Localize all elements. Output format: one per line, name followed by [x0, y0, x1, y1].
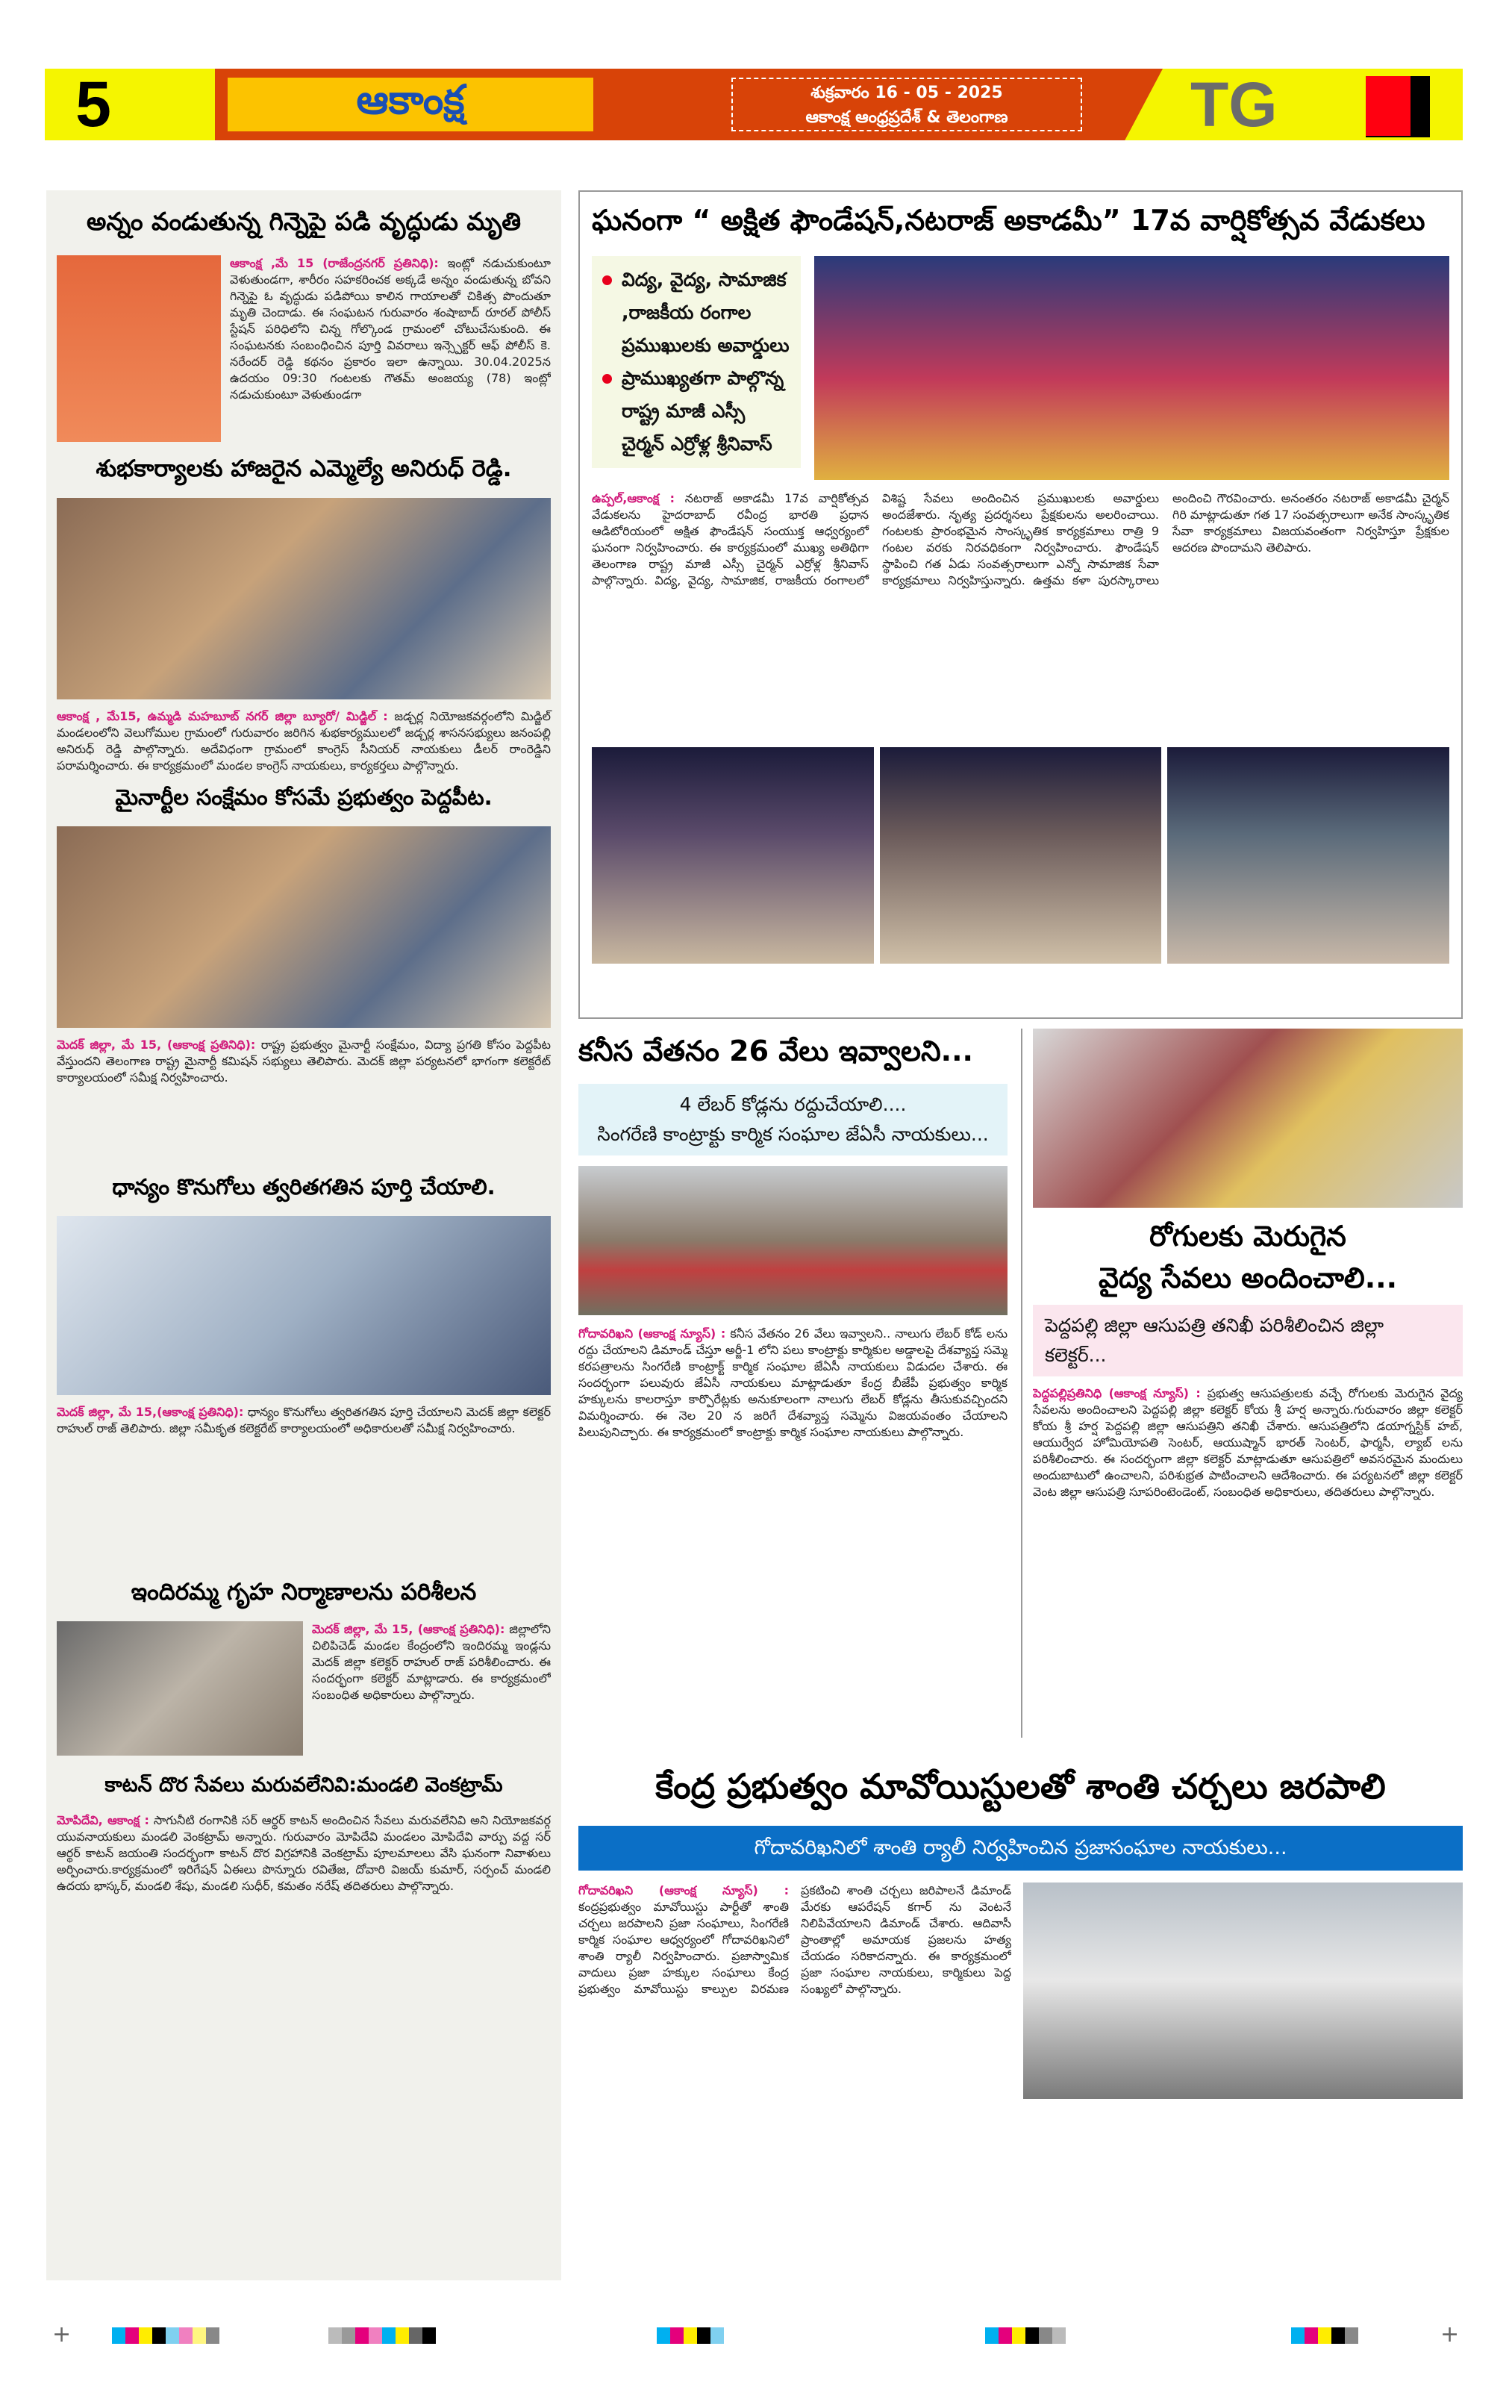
headline: అన్నం వండుతున్న గిన్నెపై పడి వృద్ధుడు మృతి [86, 207, 522, 236]
story-indiramma-houses [57, 1579, 551, 1756]
subheading: సింగరేణి కాంట్రాక్టు కార్మిక సంఘాల జేఏసీ నాయకులు... [597, 1123, 989, 1145]
masthead [45, 69, 1463, 140]
article-body: ఇంట్లో నడుచుకుంటూ వెళుతుండగా, శారీరం సహకరించక అక్కడే అన్నం వండుతున్న బోవని గిన్నెపై ఓ వృద్ధుడు పడిపోయి కాలిన గాయాలతో చికిత్స పొందుతూ మృతి చెందాడు. ఈ సంఘటన గురువారం శంషాబాద్ రూరల్ పోలీస్ స్టేషన్ పరిధిలోని చిన్న గోల్కొండ గ్రామంలో చోటుచేసుకుంది. ఈ సంఘటనకు సంబంధించిన పూర్తి వివరాలు ఇన్స్పెక్టర్ ఆఫ్ పోలీస్ కె. నరేందర్ రెడ్డి కథనం ప్రకారం ఇలా ఉన్నాయి. 30.04.2025న ఉదయం 09:30 గంటలకు గౌతమ్ అంజయ్య (78) ఇంట్లో నడుచుకుంటూ వెళుతుండగా [230, 256, 551, 402]
highlight-item: విద్య, వైద్య, సామాజిక ,రాజకీయ రంగాల ప్రముఖులకు అవార్డులు [602, 263, 790, 362]
photo-house-inspection [57, 1621, 303, 1756]
dateline: ఆకాంక్ష , మే15, ఉమ్మడి మహబూబ్ నగర్ జిల్లా బ్యూరో/ మిడ్జిల్ : [57, 709, 388, 723]
story-peace-talks [578, 1762, 1463, 2284]
date-box [731, 78, 1082, 131]
photo-minority-commission [57, 826, 551, 1028]
dateline: మెదక్ జిల్లా, మే 15,(ఆకాంక్ష ప్రతినిధి): [57, 1405, 244, 1419]
photo-wedding-event [57, 498, 551, 699]
story-grain-procurement [57, 1174, 551, 1568]
headline: కనీస వేతనం 26 వేలు ఇవ్వాలని... [578, 1035, 973, 1067]
photo-award-ceremony [814, 256, 1449, 480]
edition-name: ఆకాంక్ష ఆంధ్రప్రదేశ్ & తెలంగాణ [805, 108, 1008, 127]
article-body: జడ్చర్ల నియోజకవర్గంలోని మిడ్జిల్ మండలంలోని వెలుగోముల గ్రామంలో గురువారం జరిగిన శుభకార్యములలో జడ్చర్ల శాసనసభ్యులు జనంపల్లి అనిరుధ్ రెడ్డి పాల్గొన్నారు. అదేవిధంగా గ్రామంలో కాంగ్రెస్ సీనియర్ నాయకులు డీలర్ రాంరెడ్డిని పరామర్శించారు. ఈ కార్యక్రమంలో మండల కాంగ్రెస్ నాయకులు, కార్యకర్తలు పాల్గొన్నారు. [57, 709, 551, 773]
article-body: ధాన్యం కొనుగోలు త్వరితగతిన పూర్తి చేయాలని మెదక్ జిల్లా కలెక్టర్ రాహుల్ రాజ్ తెలిపారు. జిల్లా సమీకృత కలెక్టరేట్ కార్యాలయంలో అధికారులతో సమీక్ష నిర్వహించారు. [57, 1405, 551, 1435]
headline: శుభకార్యాలకు హాజరైన ఎమ్మెల్యే అనిరుధ్ రెడ్డి. [96, 455, 512, 482]
color-flag [1366, 76, 1430, 137]
story-hospital-inspection [1021, 1029, 1463, 1738]
headline: ఘనంగా “ అక్షిత ఫౌండేషన్,నటరాజ్ అకాడమీ” 17వ వార్షికోత్సవ వేడుకలు [592, 204, 1425, 237]
dateline: ఆకాంక్ష ,మే 15 (రాజేంద్రనగర్ ప్రతినిధి): [230, 256, 439, 270]
registration-mark: + [52, 2321, 72, 2348]
dateline: మెదక్ జిల్లా, మే 15, (ఆకాంక్ష ప్రతినిధి): [57, 1038, 256, 1052]
story-cotton-tribute [57, 1774, 551, 1894]
dateline: పెద్దపల్లిప్రతినిధి (ఆకాంక్ష న్యూస్) : [1033, 1386, 1201, 1400]
dateline: మోపిదేవి, ఆకాంక్ష : [57, 1813, 149, 1827]
article-body: జిల్లాలోని చిలిపిచెడ్ మండల కేంద్రంలోని ఇందిరమ్మ ఇండ్లను మెదక్ జిల్లా కలెక్టర్ రాహుల్ రాజ్ పరిశీలించారు. ఈ సందర్భంగా కలెక్టర్ మాట్లాడారు. ఈ కార్యక్రమంలో సంబంధిత అధికారులు పాల్గొన్నారు. [312, 1622, 551, 1702]
article-body-columns [578, 1883, 1011, 2286]
photo-stage-1 [592, 747, 874, 964]
subheading-banner: గోదావరిఖనిలో శాంతి ర్యాలీ నిర్వహించిన ప్రజాసంఘాల నాయకులు... [578, 1826, 1463, 1871]
photo-review-meeting [57, 1216, 551, 1395]
color-registration-bar [1291, 2327, 1358, 2344]
photo-old-man [57, 255, 221, 442]
story-minimum-wage [578, 1029, 1008, 1738]
headline: ఇందిరమ్మ గృహ నిర్మాణాలను పరిశీలన [131, 1579, 477, 1606]
subheading: 4 లేబర్ కోడ్లను రద్దుచేయాలి.... [679, 1094, 907, 1115]
article-body-columns [592, 490, 1449, 737]
article-body: కంద్రప్రభుత్వం మావోయిస్టు పార్టీతో శాంతి చర్చలు జరపాలని ప్రజా సంఘాలు, సింగరేణి కార్మిక సంఘాల ఆధ్వర్యంలో గోదావరిఖనిలో శాంతి ర్యాలీ నిర్వహించారు. ప్రజాస్వామిక వాదులు ప్రజా హక్కుల సంఘాలు కేంద్ర ప్రభుత్వం మావోయిస్టు కాల్పుల విరమణ ప్రకటించి శాంతి చర్చలు జరిపాలనే డిమాండ్ మేరకు ఆపరేషన్ కగార్ ను వెంటనే నిలిపివేయాలని డిమాండ్ చేశారు. ఆదివాసీ ప్రాంతాల్లో అమాయక ప్రజలను హత్య చేయడం సరికాదన్నారు. ఈ కార్యక్రమంలో ప్రజా సంఘాల నాయకులు, కార్మికులు పెద్ద సంఖ్యలో పాల్గొన్నారు. [578, 1883, 1011, 1996]
article-body: కనీస వేతనం 26 వేలు ఇవ్వాలని.. నాలుగు లేబర్ కోడ్ లను రద్దు చేయాలని డిమాండ్ చేస్తూ అర్జీ-1 లోని పలు కాంట్రాక్టు కార్మికుల అడ్డాలపై దేశవ్యాప్త సమ్మె కరపత్రాలను సింగరేణి కాంట్రాక్ట్ కార్మిక సంఘాల జేఏసీ నాయకులు విడుదల చేశారు. ఈ సందర్భంగా పలువురు జేఏసీ నాయకులు మాట్లాడుతూ కేంద్ర బీజేపీ ప్రభుత్వం కార్మిక హక్కులను కాలరాస్తూ కార్పొరేట్లకు అనుకూలంగా నాలుగు లేబర్ కోడ్లను తీసుకువచ్చిందని విమర్శించారు. ఈ నెల 20 న జరిగే దేశవ్యాప్త సమ్మెను విజయవంతం చేయాలని పిలుపునిచ్చారు. ఈ కార్యక్రమంలో కాంట్రాక్టు కార్మిక సంఘాల నాయకులు పాల్గొన్నారు. [578, 1326, 1008, 1439]
issue-date: శుక్రవారం 16 - 05 - 2025 [810, 84, 1003, 102]
highlight-item: ప్రాముఖ్యతగా పాల్గొన్న రాష్ట్ర మాజీ ఎస్సీ చైర్మన్ ఎర్రోళ్ల శ్రీనివాస్ [602, 362, 790, 461]
highlights-box [592, 256, 801, 468]
headline-line-1: రోగులకు మెరుగైన [1149, 1220, 1346, 1253]
color-registration-bar [112, 2327, 219, 2344]
story-akshita-foundation [578, 190, 1463, 1019]
region-code: TG [1190, 69, 1278, 140]
dateline: గోదావరిఖని (ఆకాంక్ష న్యూస్) : [578, 1883, 789, 1897]
photo-peace-rally [1023, 1883, 1463, 2099]
page-number: 5 [75, 69, 111, 140]
headline: కాటన్ దొర సేవలు మరువలేనివి:మండలి వెంకట్రామ్ [104, 1774, 503, 1797]
color-registration-bar [985, 2327, 1066, 2344]
color-registration-bar [328, 2327, 436, 2344]
newspaper-logo: ఆకాంక్ష [228, 78, 593, 131]
left-column [46, 190, 561, 2280]
headline: కేంద్ర ప్రభుత్వం మావోయిస్టులతో శాంతి చర్చలు జరపాలి [655, 1766, 1386, 1806]
photo-workers-protest [578, 1166, 1008, 1315]
dateline: గోదావరిఖని (ఆకాంక్ష న్యూస్) : [578, 1326, 726, 1341]
article-body: రాష్ట్ర ప్రభుత్వం మైనార్టీ సంక్షేమం, విద్యా ప్రగతి కోసం పెద్దపీట వేస్తుందని తెలంగాణ రాష్ట్ర మైనార్టీ కమిషన్ సభ్యులు తెలిపారు. మెదక్ జిల్లా పర్యటనలో భాగంగా కలెక్టరేట్ కార్యాలయంలో సమీక్ష నిర్వహించారు. [57, 1038, 551, 1085]
article-body: సాగునీటి రంగానికి సర్ ఆర్థర్ కాటన్ అందించిన సేవలు మరువలేనివి అని నియోజకవర్గ యువనాయకులు మండలి వెంకట్రామ్ అన్నారు. గురువారం మోపిదేవి మండలం మోపిదేవి వార్పు వద్ద సర్ ఆర్థర్ కాటన్ జయంతి సందర్భంగా కాటన్ దొర విగ్రహానికి వెంకట్రామ్ పూలమాలలు వేసి ఘనంగా నివాళులు అర్పించారు.కార్యక్రమంలో ఇరిగేషన్ ఏఈలు పొన్నూరు రవితేజ, దోవారి విజయ్ కుమార్, సర్పంచ్ మండలి ఉదయ భాస్కర్, మండలి శేషు, మండలి సుధీర్, కమతం నరేష్ తదితరులు పాల్గొన్నారు. [57, 1813, 551, 1893]
article-body: నటరాజ్ అకాడమీ 17వ వార్షికోత్సవ వేడుకలను హైదరాబాద్ రవీంద్ర భారతి ప్రధాన ఆడిటోరియంలో అక్షిత ఫౌండేషన్ సంయుక్త ఆధ్వర్యంలో ఘనంగా నిర్వహించారు. ఈ కార్యక్రమంలో ముఖ్య అతిథిగా తెలంగాణ రాష్ట్ర మాజీ ఎస్సీ చైర్మన్ ఎర్రోళ్ల శ్రీనివాస్ పాల్గొన్నారు. విద్య, వైద్య, సామాజిక, రాజకీయ రంగాలలో విశిష్ట సేవలు అందించిన ప్రముఖులకు అవార్డులు అందజేశారు. నృత్య ప్రదర్శనలు ప్రేక్షకులను అలరించాయి. గంటలకు ప్రారంభమైన సాంస్కృతిక కార్యక్రమాలు రాత్రి 9 గంటల వరకు నిరవధికంగా నిర్వహించారు. ఫౌండేషన్ స్థాపించి గత ఏడు సంవత్సరాలుగా ఎన్నో సామాజిక సేవా కార్యక్రమాలు నిర్వహిస్తున్నారు. ఉత్తమ కళా పురస్కారాలు అందించి గౌరవించారు. అనంతరం నటరాజ్ అకాడమీ చైర్మన్ గిరి మాట్లాడుతూ గత 17 సంవత్సరాలుగా అనేక సాంస్కృతిక సేవా కార్యక్రమాలు విజయవంతంగా నిర్వహిస్తూ ప్రేక్షకుల ఆదరణ పొందామని తెలిపారు. [592, 491, 1449, 587]
photo-stage-2 [880, 747, 1162, 964]
subheading: పెద్దపల్లి జిల్లా ఆసుపత్రి తనిఖీ పరిశీలించిన జిల్లా కలెక్టర్... [1033, 1305, 1463, 1376]
story-mla-anirudh [57, 455, 551, 774]
story-minority-welfare [57, 785, 551, 1164]
photo-stage-3 [1167, 747, 1449, 964]
registration-mark: + [1440, 2321, 1460, 2348]
headline-line-2: వైద్య సేవలు అందించాలి... [1098, 1261, 1398, 1294]
article-body: ప్రభుత్వ ఆసుపత్రులకు వచ్చే రోగులకు మెరుగైన వైద్య సేవలను అందించాలని పెద్దపల్లి జిల్లా కలెక్టర్ కోయ శ్రీ హర్ష అన్నారు.గురువారం జిల్లా కలెక్టర్ కోయ శ్రీ హర్ష పెద్దపల్లి జిల్లా ఆసుపత్రిని తనిఖీ చేశారు. ఆసుపత్రిలోని డయాగ్నస్టిక్ హబ్, ఆయుర్వేద హోమియోపతి సెంటర్, ఆయుష్మాన్ భారత్ సెంటర్, ఫార్మసీ, ల్యాబ్ లను పరిశీలించారు. ఈ సందర్భంగా జిల్లా కలెక్టర్ మాట్లాడుతూ ఆసుపత్రిలో అవసరమైన మందులు అందుబాటులో ఉంచాలని, పరిశుభ్రత పాటించాలని ఆదేశించారు. ఈ పర్యటనలో జిల్లా కలెక్టర్ వెంట జిల్లా ఆసుపత్రి సూపరింటెండెంట్, సంబంధిత అధికారులు, తదితరులు పాల్గొన్నారు. [1033, 1386, 1463, 1499]
headline: ధాన్యం కొనుగోలు త్వరితగతిన పూర్తి చేయాలి. [112, 1174, 496, 1200]
story-old-man-death [57, 190, 551, 442]
subheading-box [578, 1084, 1008, 1155]
headline: మైనార్టీల సంక్షేమం కోసమే ప్రభుత్వం పెద్దపీట. [115, 785, 493, 810]
dateline: ఉప్పల్,ఆకాంక్ష : [592, 491, 675, 505]
dateline: మెదక్ జిల్లా, మే 15, (ఆకాంక్ష ప్రతినిధి): [312, 1622, 505, 1636]
photo-collector-hospital [1033, 1029, 1463, 1208]
color-registration-bar [657, 2327, 724, 2344]
